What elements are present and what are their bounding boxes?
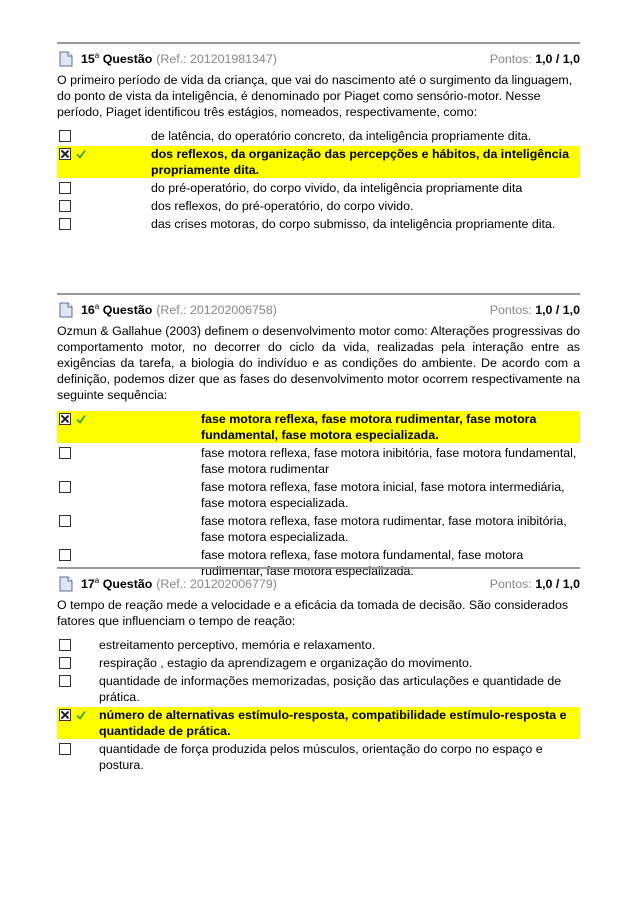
option[interactable]: das crises motoras, do corpo submisso, da inteligência propriamente dita.: [57, 216, 580, 232]
checkbox-icon[interactable]: [59, 182, 71, 194]
option-correct[interactable]: número de alternativas estímulo-resposta, compatibilidade estímulo-resposta e quantidade de prática.: [57, 707, 580, 739]
checkbox-icon[interactable]: [59, 481, 71, 493]
question-header: [57, 575, 580, 593]
options-list: [57, 411, 580, 579]
option[interactable]: respiração , estagio da aprendizagem e organização do movimento.: [57, 655, 580, 671]
option[interactable]: dos reflexos, do pré-operatório, do corpo vivido.: [57, 198, 580, 214]
question-title: 15$^a$ Questão: [81, 51, 153, 67]
option[interactable]: fase motora reflexa, fase motora inibitória, fase motora fundamental, fase motora rudimentar: [57, 445, 580, 477]
checkbox-icon[interactable]: [59, 130, 71, 142]
question-15: [57, 42, 580, 234]
checkbox-icon[interactable]: [59, 200, 71, 212]
document-icon: [59, 51, 73, 67]
checkbox-icon[interactable]: [59, 447, 71, 459]
question-ref: (Ref.: 201201981347): [156, 52, 277, 66]
question-17: [57, 567, 580, 775]
document-icon: [59, 576, 73, 592]
option[interactable]: de latência, do operatório concreto, da inteligência propriamente dita.: [57, 128, 580, 144]
option[interactable]: fase motora reflexa, fase motora inicial, fase motora intermediária, fase motora especializada.: [57, 479, 580, 511]
checkbox-icon[interactable]: [59, 657, 71, 669]
checkmark-icon: [76, 710, 86, 720]
option-correct[interactable]: fase motora reflexa, fase motora rudimentar, fase motora fundamental, fase motora especializada.: [57, 411, 580, 443]
checkbox-icon[interactable]: [59, 675, 71, 687]
divider: [57, 567, 580, 569]
option[interactable]: estreitamento perceptivo, memória e relaxamento.: [57, 637, 580, 653]
question-points: Pontos: 1,0 / 1,0: [489, 52, 580, 66]
option[interactable]: quantidade de força produzida pelos músculos, orientação do corpo no espaço e postura.: [57, 741, 580, 773]
divider: [57, 293, 580, 295]
options-list: [57, 637, 580, 773]
question-title: 16$^a$ Questão: [81, 302, 153, 318]
option[interactable]: fase motora reflexa, fase motora rudimentar, fase motora inibitória, fase motora especializada.: [57, 513, 580, 545]
checkbox-checked-icon[interactable]: [59, 413, 71, 425]
question-points: Pontos: 1,0 / 1,0: [489, 577, 580, 591]
option[interactable]: do pré-operatório, do corpo vivido, da inteligência propriamente dita: [57, 180, 580, 196]
option[interactable]: quantidade de informações memorizadas, posição das articulações e quantidade de prática.: [57, 673, 580, 705]
checkbox-icon[interactable]: [59, 549, 71, 561]
checkbox-icon[interactable]: [59, 639, 71, 651]
question-title: 17$^a$ Questão: [81, 576, 153, 592]
question-points: Pontos: 1,0 / 1,0: [489, 303, 580, 317]
question-16: [57, 293, 580, 581]
question-text: Ozmun & Gallahue (2003) definem o desenvolvimento motor como: Alterações progressivas do comportamento motor, no decorrer do ciclo da vida, realizadas pela interação entre as exigências da tarefa, a biologia do indivíduo e as condições do ambiente. De acordo com a definição, podemos dizer que as fases do desenvolvimento motor ocorrem respectivamente na seguinte sequência:: [57, 324, 580, 402]
checkmark-icon: [76, 414, 86, 424]
question-text: O tempo de reação mede a velocidade e a eficácia da tomada de decisão. São considerados fatores que influenciam o tempo de reação:: [57, 598, 569, 628]
document-icon: [59, 302, 73, 318]
question-text: O primeiro período de vida da criança, que vai do nascimento até o surgimento da linguagem, do ponto de vista da inteligência, é denominado por Piaget como sensório-motor. Nesse período, Piaget identificou três estágios, nomeados, respectivamente, como:: [57, 73, 573, 119]
checkbox-icon[interactable]: [59, 515, 71, 527]
checkbox-checked-icon[interactable]: [59, 148, 71, 160]
checkmark-icon: [76, 149, 86, 159]
question-header: [57, 301, 580, 319]
checkbox-icon[interactable]: [59, 218, 71, 230]
question-ref: (Ref.: 201202006758): [156, 303, 277, 317]
option-correct[interactable]: dos reflexos, da organização das percepções e hábitos, da inteligência propriamente dita.: [57, 146, 580, 178]
question-header: [57, 50, 580, 68]
option[interactable]: fase motora reflexa, fase motora fundamental, fase motora rudimentar, fase motora especializada.: [57, 547, 580, 579]
options-list: [57, 128, 580, 232]
checkbox-checked-icon[interactable]: [59, 709, 71, 721]
divider: [57, 42, 580, 44]
checkbox-icon[interactable]: [59, 743, 71, 755]
question-ref: (Ref.: 201202006779): [156, 577, 277, 591]
